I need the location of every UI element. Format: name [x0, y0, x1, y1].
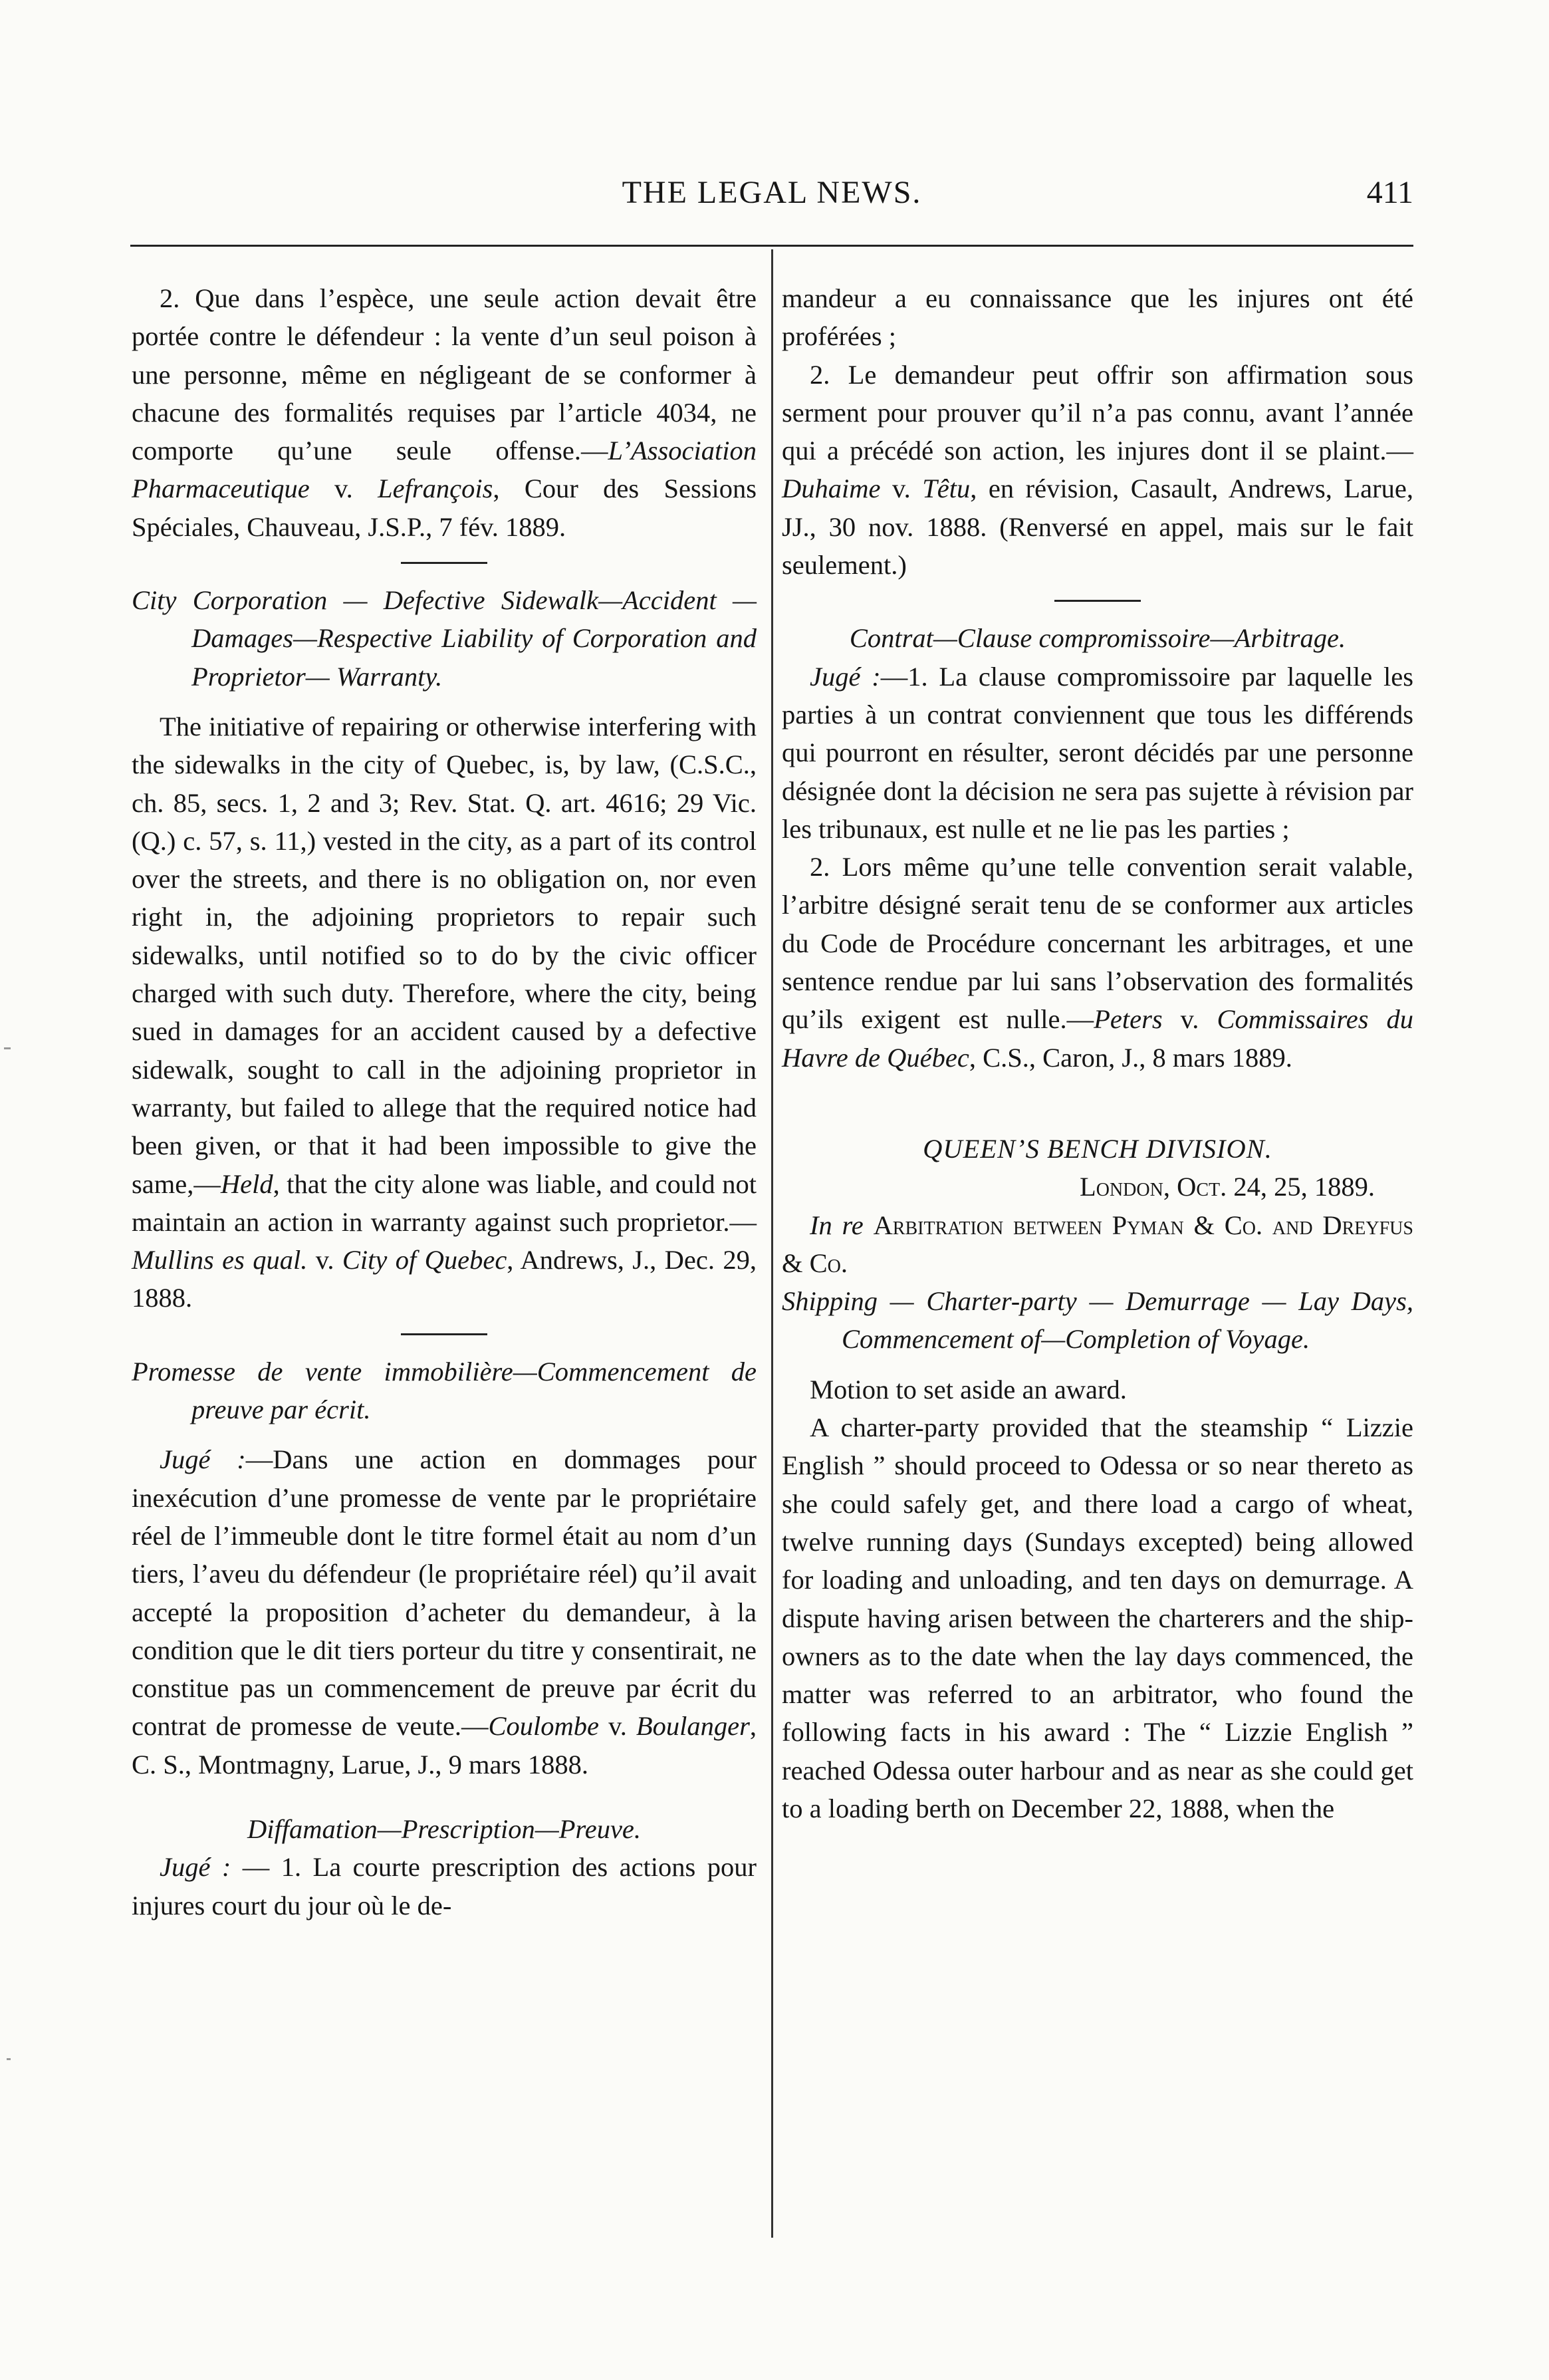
- right-column: [782, 279, 1413, 1827]
- party-name: Têtu: [922, 473, 971, 504]
- case-heading: Promesse de vente immobilière—Commencement de preuve par écrit.: [132, 1356, 757, 1425]
- case-heading: City Corporation — Defective Sidewalk—Accident —Damages—Respective Liability of Corporation and Proprietor— Warranty.: [132, 585, 757, 692]
- juge-label: Jugé :: [160, 1852, 231, 1883]
- case-name: Duhaime: [782, 473, 881, 504]
- separator-rule: [401, 562, 487, 564]
- dateline: London, Oct. 24, 25, 1889.: [1080, 1172, 1375, 1202]
- paragraph: A charter-party provided that the steamship “ Lizzie English ” should proceed to Odessa or so near thereto as she could safely get, and there load a cargo of wheat, twelve running days (Sundays excepted) being allowed for loading and unloading, and ten days on demurrage. A dispute having arisen between the charterers and the ship-owners as to the date when the lay days commenced, the matter was referred to an arbitrator, who found the following facts in his award : The “ Lizzie English ” reached Odessa outer harbour and as near as she could get to a loading berth on December 22, 1888, when the: [782, 1412, 1413, 1823]
- scan-mark: [4, 1047, 11, 1049]
- column-divider: [771, 249, 773, 2238]
- page-number: 411: [1366, 175, 1413, 210]
- paragraph: mandeur a eu connaissance que les injures ont été proférées ;: [782, 283, 1413, 352]
- paragraph: The initiative of repairing or otherwise interfering with the sidewalks in the city of Quebec, is, by law, (C.S.C., ch. 85, secs. 1, 2 and 3; Rev. Stat. Q. art. 4616; 29 Vic. (Q.) c. 57, s. 11,) vested in the city, as a part of its control over the streets, and there is no obligation on, nor even right in, the adjoining proprietors to repair such sidewalks, until notified so to do by the civic officer charged with such duty. Therefore, where the city, being sued in damages for an accident caused by a defective sidewalk, sought to call in the adjoining proprietor in warranty, but failed to allege that the required notice had been given, or that it had been impossible to give the same,—Held, that the city alone was liable, and could not maintain an action in warranty against such proprietor.—Mullins es qual. v. City of Quebec, Andrews, J., Dec. 29, 1888.: [132, 711, 757, 1313]
- case-parties: In re Arbitration between Pyman & Co. and Dreyfus & Co.: [782, 1210, 1413, 1278]
- juge-label: Jugé :: [160, 1444, 246, 1475]
- running-title: THE LEGAL NEWS.: [622, 175, 922, 210]
- case-heading: Contrat—Clause compromissoire—Arbitrage.: [849, 623, 1346, 654]
- juge-label: Jugé :: [810, 661, 881, 692]
- case-name: Peters: [1094, 1004, 1163, 1035]
- division-heading: QUEEN’S BENCH DIVISION.: [923, 1133, 1272, 1164]
- party-name: Lefrançois: [378, 473, 493, 504]
- running-header: [130, 174, 1413, 227]
- paragraph: Jugé :—1. La clause compromissoire par laquelle les parties à un contrat conviennent que tous les différends qui pourront en résulter, seront décidés par une personne désignée dont la décision ne sera pas sujette à révision par les tribunaux, est nulle et ne lie pas les parties ;: [782, 661, 1413, 844]
- case-name: Coulombe: [488, 1711, 599, 1742]
- paragraph: 2. Le demandeur peut offrir son affirmation sous serment pour prouver qu’il n’a pas connu, avant l’année qui a précédé son action, les injures dont il se plaint.—Duhaime v. Têtu, en révision, Casault, Andrews, Larue, JJ., 30 nov. 1888. (Renversé en appel, mais sur le fait seulement.): [782, 359, 1413, 581]
- held-label: Held: [220, 1168, 273, 1199]
- party-name: City of Quebec: [342, 1245, 507, 1275]
- case-name: L’Association Pharmaceutique: [132, 436, 757, 504]
- in-re-label: In re: [810, 1210, 864, 1240]
- case-heading: Shipping — Charter-party — Demurrage — Lay Days, Commencement of—Completion of Voyage.: [782, 1286, 1413, 1355]
- party-name: Commissaires du Havre de Québec: [782, 1004, 1413, 1073]
- paragraph: 2. Lors même qu’une telle convention serait valable, l’arbitre désigné serait tenu de se conformer aux articles du Code de Procédure concernant les arbitrages, et une sentence rendue par lui sans l’observation des formalités qu’ils exigent est nulle.—Peters v. Commissaires du Havre de Québec, C.S., Caron, J., 8 mars 1889.: [782, 852, 1413, 1073]
- paragraph: Jugé :—Dans une action en dommages pour inexécution d’une promesse de vente par le propriétaire réel de l’immeuble dont le titre formel était au nom d’un tiers, l’aveu du défendeur (le propriétaire réel) qu’il avait accepté la proposition d’acheter du demandeur, à la condition que le dit tiers porteur du titre y consentirait, ne constitue pas un commencement de preuve par écrit du contrat de promesse de veute.—Coulombe v. Boulanger, C. S., Montmagny, Larue, J., 9 mars 1888.: [132, 1444, 757, 1780]
- left-column: [132, 279, 757, 1924]
- case-heading: Diffamation—Prescription—Preuve.: [247, 1813, 642, 1844]
- party-name: Boulanger: [636, 1711, 750, 1742]
- separator-rule: [1054, 600, 1141, 602]
- paragraph: Motion to set aside an award.: [810, 1374, 1127, 1404]
- paragraph: Jugé : — 1. La courte prescription des actions pour injures court du jour où le de-: [132, 1852, 757, 1920]
- header-rule: [130, 245, 1413, 247]
- paragraph: 2. Que dans l’espèce, une seule action devait être portée contre le défendeur : la vente d’un seul poison à une personne, même en négligeant de se conformer à chacune des formalités requises par l’article 4034, ne comporte qu’une seule offense.—L’Association Pharmaceutique v. Lefrançois, Cour des Sessions Spéciales, Chauveau, J.S.P., 7 fév. 1889.: [132, 283, 757, 542]
- separator-rule: [401, 1333, 487, 1335]
- case-name: Mullins es qual.: [132, 1245, 308, 1275]
- scan-mark: [7, 2058, 11, 2060]
